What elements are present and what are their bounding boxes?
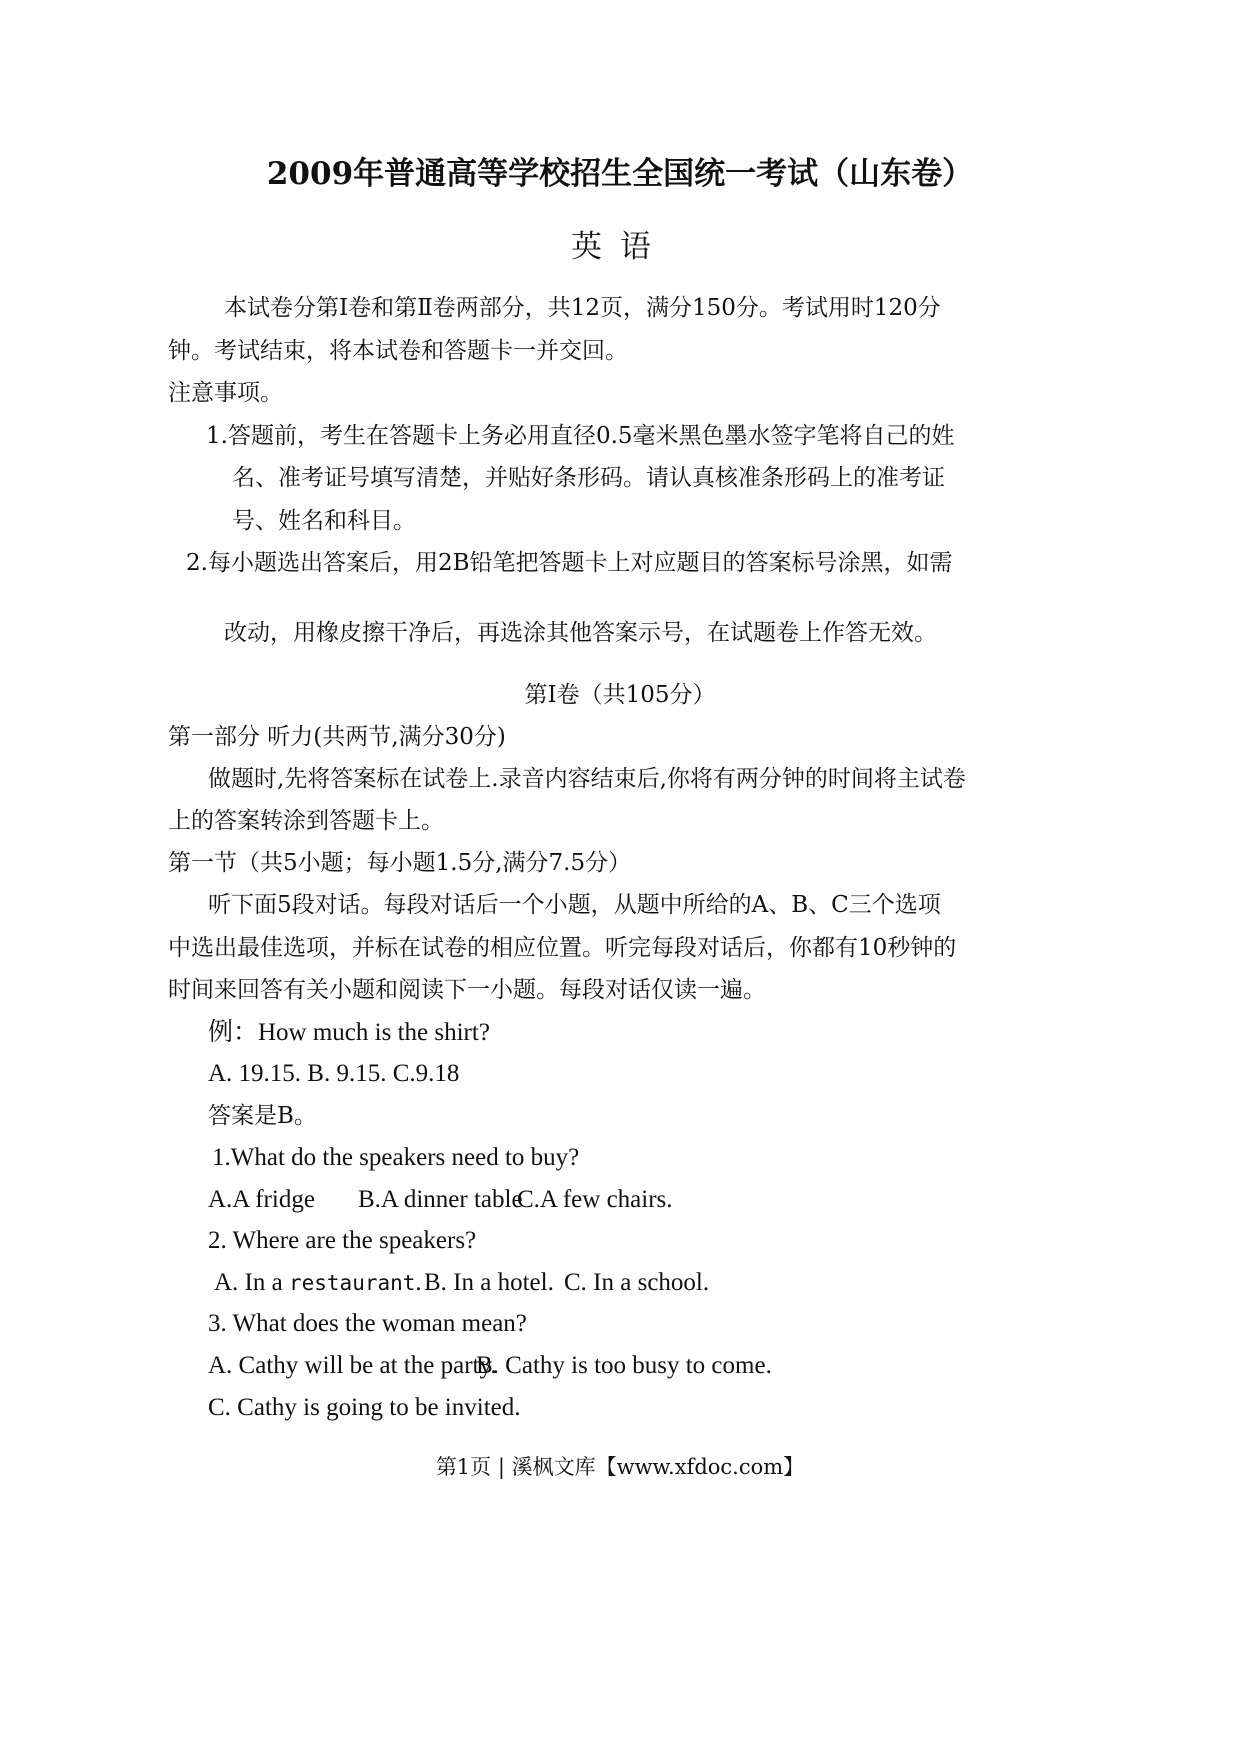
subject-title: 英语 bbox=[571, 229, 669, 265]
question-2-option-a-suffix: . bbox=[415, 1269, 422, 1296]
question-2-option-b: B. In a hotel. bbox=[424, 1269, 554, 1296]
question-1-option-a: A.A fridge bbox=[208, 1186, 315, 1213]
question-3-option-a: A. Cathy will be at the party. bbox=[208, 1352, 497, 1379]
question-2-option-c: C. In a school. bbox=[564, 1269, 710, 1296]
note-1-line-3: 号、姓名和科目。 bbox=[232, 508, 416, 534]
section-1-instruction-2: 中选出最佳选项，并标在试卷的相应位置。听完每段对话后，你都有10秒钟的 bbox=[168, 935, 957, 961]
intro-line-1: 本试卷分第Ⅰ卷和第Ⅱ卷两部分，共12页，满分150分。考试用时120分 bbox=[224, 295, 941, 321]
section-1-heading: 第一节（共5小题；每小题1.5分,满分7.5分） bbox=[168, 850, 632, 876]
question-1-option-c: C.A few chairs. bbox=[517, 1186, 673, 1213]
question-2: 2. Where are the speakers? bbox=[208, 1227, 477, 1254]
note-1-line-1: 1.答题前，考生在答题卡上务必用直径0.5毫米黑色墨水签字笔将自己的姓 bbox=[206, 423, 955, 449]
exam-title: 2009年普通高等学校招生全国统一考试（山东卷） bbox=[266, 156, 974, 192]
question-2-option-a bbox=[214, 1268, 422, 1298]
section-1-instruction-3: 时间来回答有关小题和阅读下一小题。每段对话仅读一遍。 bbox=[168, 977, 766, 1003]
example-options: A. 19.15. B. 9.15. C.9.18 bbox=[208, 1060, 460, 1087]
note-2-line-1: 2.每小题选出答案后，用2B铅笔把答题卡上对应题目的答案标号涂黑，如需 bbox=[186, 550, 953, 576]
note-1-line-2: 名、准考证号填写清楚，并贴好条形码。请认真核准条形码上的准考证 bbox=[232, 465, 945, 491]
question-3: 3. What does the woman mean? bbox=[208, 1310, 527, 1337]
note-2-line-2: 改动，用橡皮擦干净后，再选涂其他答案示号，在试题卷上作答无效。 bbox=[224, 620, 937, 646]
volume-heading: 第Ⅰ卷（共105分） bbox=[524, 682, 716, 708]
question-2-option-a-prefix: A. In a bbox=[214, 1269, 283, 1296]
part-1-instruction-2: 上的答案转涂到答题卡上。 bbox=[168, 808, 444, 834]
question-2-option-a-word: restaurant bbox=[288, 1271, 416, 1295]
example-question: 例：How much is the shirt? bbox=[208, 1019, 490, 1046]
section-1-instruction-1: 听下面5段对话。每段对话后一个小题，从题中所给的A、B、C三个选项 bbox=[208, 892, 941, 918]
part-1-heading: 第一部分 听力(共两节,满分30分) bbox=[168, 724, 506, 750]
question-3-option-b: B. Cathy is too busy to come. bbox=[476, 1352, 772, 1379]
question-3-option-c: C. Cathy is going to be invited. bbox=[208, 1394, 521, 1421]
question-1-option-b: B.A dinner table bbox=[358, 1186, 523, 1213]
example-answer: 答案是B。 bbox=[208, 1103, 317, 1129]
intro-line-2: 钟。考试结束，将本试卷和答题卡一并交回。 bbox=[168, 338, 628, 364]
notes-heading: 注意事项。 bbox=[168, 380, 283, 406]
page-footer: 第1页 | 溪枫文库【www.xfdoc.com】 bbox=[435, 1455, 805, 1479]
question-1: 1.What do the speakers need to buy? bbox=[212, 1144, 580, 1171]
part-1-instruction-1: 做题时,先将答案标在试卷上.录音内容结束后,你将有两分钟的时间将主试卷 bbox=[208, 766, 966, 792]
